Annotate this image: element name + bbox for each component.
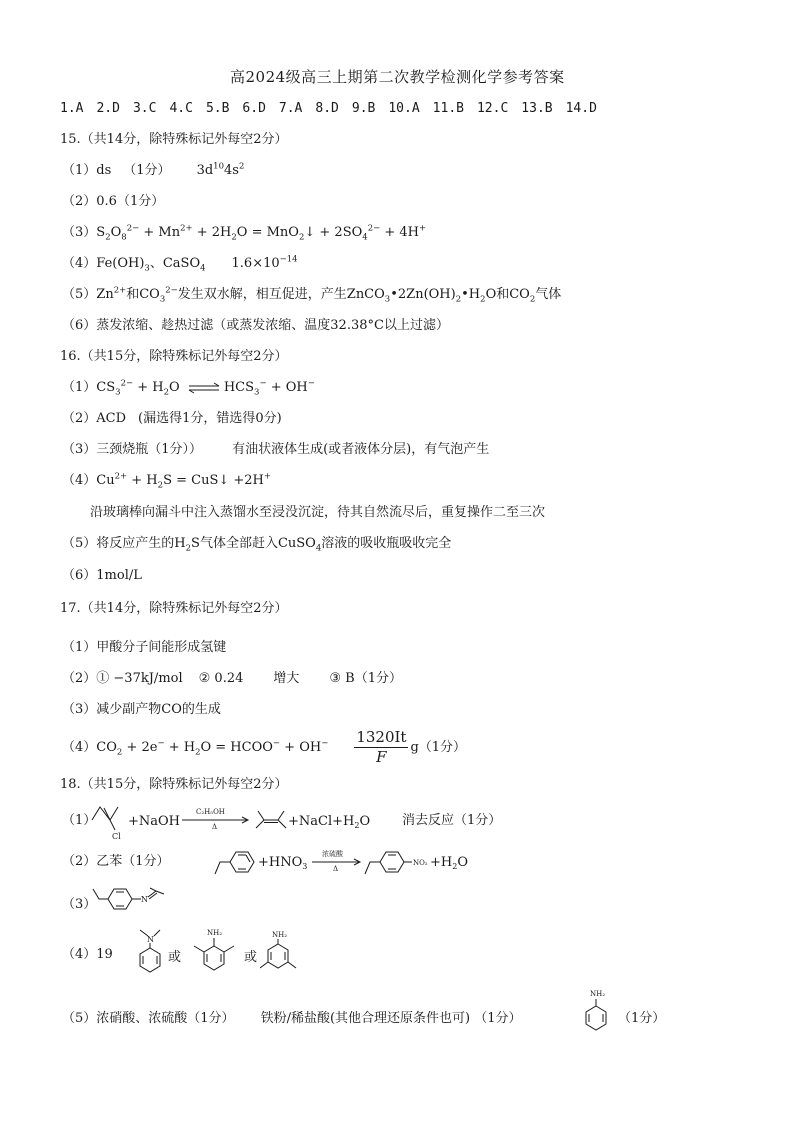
answer-text: 浓硝酸、浓硫酸（1分） bbox=[96, 1011, 235, 1026]
multiple-choice-answers bbox=[60, 100, 610, 118]
formula-part: CS bbox=[96, 380, 116, 395]
products-text: $+NaCl+H_2O$ bbox=[288, 814, 371, 830]
chloroalkane-structure-icon bbox=[92, 807, 121, 841]
subscript: 2 bbox=[231, 232, 237, 243]
formula-part: + 2e bbox=[122, 740, 158, 755]
q18-5-score: （1分） bbox=[618, 1011, 666, 1026]
formula-part: S = CuS↓ +2H bbox=[163, 473, 264, 488]
item-number: （4） bbox=[62, 473, 97, 488]
condition-bottom: Δ bbox=[212, 823, 218, 831]
nitroethylbenzene-structure-icon bbox=[365, 852, 428, 874]
amino-label: NH₂ bbox=[207, 929, 223, 937]
q17-header: 17.（共14分，除特殊标记外每空2分） bbox=[60, 601, 288, 616]
amino-label: NH₂ bbox=[272, 931, 288, 939]
formula-part: + OH bbox=[266, 380, 308, 395]
subscript: 4 bbox=[200, 263, 206, 274]
mc-answer: 2.D bbox=[96, 101, 120, 116]
answer-text: 铁粉/稀盐酸(其他合理还原条件也可) （1分） bbox=[260, 1011, 522, 1026]
item-number: （6） bbox=[62, 568, 97, 583]
formula-part: O = HCOO bbox=[200, 740, 273, 755]
formula-part: O bbox=[110, 225, 122, 240]
q18-answer-3-number: （3） bbox=[62, 897, 97, 912]
q15-answer-3 bbox=[62, 224, 426, 242]
q18-answer-4-number bbox=[62, 946, 113, 964]
ethylbenzene-structure-icon bbox=[215, 852, 254, 874]
formula-part: 将反应产生的H bbox=[96, 536, 186, 551]
formula-part: 和CO bbox=[126, 287, 160, 302]
answer-text: 有油状液体生成(或者液体分层)，有气泡产生 bbox=[232, 442, 490, 457]
q16-answer-5 bbox=[62, 535, 451, 553]
mc-answer: 6.D bbox=[242, 101, 266, 116]
mc-answer: 13.B bbox=[521, 101, 553, 116]
q18-1-reaction-type: 消去反应（1分） bbox=[402, 813, 502, 828]
fraction-numerator: 1320It bbox=[356, 728, 407, 746]
q15-answer-4 bbox=[62, 255, 298, 273]
formula-part: 气体 bbox=[535, 287, 562, 302]
score-note: （1分） bbox=[123, 163, 171, 178]
or-text: 或 bbox=[168, 950, 182, 965]
answer-text: 三颈烧瓶（1分）） bbox=[96, 442, 203, 457]
score-note: (漏选得1分，错选得0分) bbox=[138, 411, 282, 426]
q15-answer-2 bbox=[62, 193, 164, 211]
superscript: 2+ bbox=[180, 223, 193, 234]
formula-part: + H bbox=[127, 473, 158, 488]
formula-part: 、CaSO bbox=[149, 256, 201, 271]
formula-part: + OH bbox=[280, 740, 322, 755]
formula-part: + H bbox=[133, 380, 164, 395]
mc-answer: 7.A bbox=[278, 101, 303, 116]
subscript: 3 bbox=[384, 294, 391, 305]
item-number: （5） bbox=[62, 287, 97, 302]
product-water: $+H_2O$ bbox=[430, 855, 468, 871]
formula-part: •2Zn(OH) bbox=[390, 287, 456, 302]
formula-part: ↓ + 2SO bbox=[304, 225, 363, 240]
item-number: （1） bbox=[62, 380, 97, 395]
formula-part: O = MnO bbox=[236, 225, 299, 240]
dimethylaniline-ortho-structure-icon bbox=[194, 929, 234, 970]
subscript: 2 bbox=[163, 387, 170, 398]
answer-text: 增大 bbox=[273, 671, 300, 686]
superscript: 2− bbox=[126, 223, 140, 234]
superscript: 2− bbox=[165, 285, 178, 296]
page-title: 高2024级高三上期第二次教学检测化学参考答案 bbox=[230, 68, 565, 86]
answer-text: ① −37kJ/mol bbox=[96, 671, 183, 686]
subscript: 2 bbox=[116, 747, 123, 758]
q17-answer-3 bbox=[62, 701, 221, 719]
formula-part: Cu bbox=[96, 473, 115, 488]
subscript: 3 bbox=[254, 387, 260, 398]
q18-2-reaction-scheme bbox=[212, 840, 512, 880]
answer-text: 3d bbox=[196, 163, 214, 178]
superscript: + bbox=[263, 471, 272, 482]
superscript: 2− bbox=[367, 223, 381, 234]
answer-text: ③ B（1分） bbox=[329, 671, 403, 686]
mc-answer: 11.B bbox=[432, 101, 464, 116]
answer-text: 1mol/L bbox=[96, 568, 142, 583]
formula-part: Zn bbox=[96, 287, 114, 302]
item-number: （4） bbox=[62, 947, 97, 962]
q17-answer-1 bbox=[62, 639, 226, 657]
q15-answer-6 bbox=[62, 317, 449, 335]
subscript: 2 bbox=[455, 294, 462, 305]
q16-header: 16.（共15分，除特殊标记外每空2分） bbox=[60, 349, 288, 364]
amino-label: NH₂ bbox=[590, 990, 606, 998]
item-number: （2） bbox=[62, 194, 97, 209]
reagent-naoh: +NaOH bbox=[128, 814, 181, 829]
subscript: 4 bbox=[315, 543, 322, 554]
formula-part: CO bbox=[96, 740, 117, 755]
reaction-arrow-icon bbox=[312, 849, 360, 873]
nitrogen-label: N bbox=[147, 935, 154, 944]
item-number: （2） bbox=[62, 854, 97, 869]
formula-part: 1.6×10 bbox=[231, 256, 280, 271]
imine-structure-icon bbox=[90, 885, 180, 925]
mc-answer: 1.A bbox=[60, 101, 84, 116]
formula-part: 溶液的吸收瓶吸收完全 bbox=[321, 536, 452, 551]
reaction-arrow-icon bbox=[182, 808, 248, 831]
q17-answer-2 bbox=[62, 670, 402, 688]
item-number: （2） bbox=[62, 411, 97, 426]
subscript: 2 bbox=[185, 543, 192, 554]
nitro-label: NO₂ bbox=[413, 859, 428, 867]
superscript: 2+ bbox=[113, 285, 127, 296]
answer-text: 减少副产物CO的生成 bbox=[96, 702, 221, 717]
superscript: − bbox=[259, 378, 267, 389]
or-text: 或 bbox=[244, 950, 258, 965]
fraction bbox=[354, 728, 408, 767]
aniline-structure-icon bbox=[576, 988, 616, 1038]
answer-text: 19 bbox=[96, 947, 113, 962]
condition-bottom: Δ bbox=[333, 865, 339, 873]
subscript: 2 bbox=[105, 232, 111, 243]
item-number: （5） bbox=[62, 1011, 97, 1026]
item-number: （6） bbox=[62, 318, 97, 333]
subscript: 2 bbox=[480, 294, 486, 305]
condition-top: 浓硫酸 bbox=[322, 850, 343, 858]
subscript: 2 bbox=[298, 232, 305, 243]
q17-answer-4 bbox=[62, 728, 466, 768]
mc-answer: 4.C bbox=[169, 101, 193, 116]
q16-answer-2 bbox=[62, 410, 282, 428]
answer-text: ACD bbox=[96, 411, 127, 426]
formula-part: Fe(OH) bbox=[96, 256, 145, 271]
superscript: − bbox=[157, 738, 165, 749]
chlorine-label: Cl bbox=[112, 832, 121, 841]
q18-answer-1-number: （1） bbox=[62, 813, 97, 828]
formula-part: HCS bbox=[223, 380, 255, 395]
subscript: 3 bbox=[144, 263, 150, 274]
fraction-denominator: F bbox=[376, 748, 387, 766]
item-number: （5） bbox=[62, 536, 97, 551]
item-number: （4） bbox=[62, 740, 97, 755]
answer-text: ds bbox=[96, 163, 112, 178]
equilibrium-arrow-icon bbox=[188, 381, 220, 395]
superscript: 2− bbox=[120, 378, 134, 389]
subscript: 3 bbox=[159, 294, 166, 305]
q15-answer-5 bbox=[62, 286, 561, 304]
formula-part: S气体全部赶入CuSO bbox=[191, 536, 316, 551]
item-number: （1） bbox=[62, 163, 97, 178]
superscript: 10 bbox=[213, 161, 224, 172]
score-note: （1分） bbox=[418, 740, 467, 755]
formula-part: + H bbox=[164, 740, 196, 755]
answer-text: 蒸发浓缩、趁热过滤（或蒸发浓缩、温度32.38°C以上过滤） bbox=[96, 318, 449, 333]
subscript: 3 bbox=[115, 387, 121, 398]
superscript: −14 bbox=[279, 254, 298, 265]
formula-part: + 2H bbox=[192, 225, 232, 240]
q18-answer-5 bbox=[62, 1010, 522, 1028]
nitrogen-label: N bbox=[141, 895, 148, 904]
q16-answer-1 bbox=[62, 379, 315, 397]
mc-answer: 10.A bbox=[388, 101, 420, 116]
q16-answer-4-washing: 沿玻璃棒向漏斗中注入蒸馏水至浸没沉淀，待其自然流尽后，重复操作二至三次 bbox=[90, 505, 546, 520]
formula-part: + 4H bbox=[380, 225, 419, 240]
mc-answer: 12.C bbox=[476, 101, 509, 116]
answer-text: 乙苯（1分） bbox=[96, 854, 170, 869]
superscript: − bbox=[307, 378, 315, 389]
answer-text: 4s bbox=[223, 163, 239, 178]
condition-top: C₂H₅OH bbox=[196, 808, 225, 816]
mc-answer: 3.C bbox=[132, 101, 157, 116]
q18-4-isomer-structures bbox=[138, 928, 328, 978]
subscript: 2 bbox=[195, 747, 201, 758]
subscript: 8 bbox=[121, 232, 127, 243]
q18-header: 18.（共15分，除特殊标记外每空2分） bbox=[60, 777, 288, 792]
mc-answer: 5.B bbox=[205, 101, 230, 116]
dimethylaniline-structure-icon bbox=[140, 930, 160, 972]
item-number: （1） bbox=[62, 640, 97, 655]
formula-part: O bbox=[169, 380, 180, 395]
mc-answer: 9.B bbox=[351, 101, 376, 116]
q18-1-reaction-scheme bbox=[90, 800, 390, 840]
formula-part: O和CO bbox=[485, 287, 530, 302]
formula-part: •H bbox=[461, 287, 481, 302]
item-number: （3） bbox=[62, 702, 97, 717]
superscript: 2 bbox=[238, 161, 245, 172]
q16-answer-3 bbox=[62, 441, 489, 459]
formula-part: S bbox=[96, 225, 106, 240]
answer-text: 0.6（1分） bbox=[96, 194, 165, 209]
mc-answer: 14.D bbox=[565, 101, 597, 116]
q18-answer-2-number bbox=[62, 853, 170, 871]
subscript: 2 bbox=[529, 294, 536, 305]
reagent-hno3: $+HNO_3$ bbox=[258, 855, 308, 871]
q15-header: 15.（共14分，除特殊标记外每空2分） bbox=[60, 132, 288, 147]
dimethylaniline-meta-structure-icon bbox=[260, 931, 296, 968]
item-number: （2） bbox=[62, 671, 97, 686]
unit: g bbox=[410, 740, 419, 755]
formula-part: + Mn bbox=[139, 225, 181, 240]
subscript: 2 bbox=[157, 480, 164, 491]
answer-text: ② 0.24 bbox=[198, 671, 244, 686]
superscript: − bbox=[321, 738, 329, 749]
superscript: 2+ bbox=[114, 471, 128, 482]
q16-answer-6 bbox=[62, 567, 142, 585]
q15-answer-1 bbox=[62, 162, 244, 180]
subscript: 4 bbox=[362, 232, 368, 243]
item-number: （4） bbox=[62, 256, 97, 271]
superscript: − bbox=[272, 738, 281, 749]
formula-part: 发生双水解，相互促进，产生ZnCO bbox=[177, 287, 385, 302]
item-number: （3） bbox=[62, 225, 97, 240]
mc-answer: 8.D bbox=[315, 101, 339, 116]
superscript: + bbox=[418, 223, 427, 234]
q16-answer-4 bbox=[62, 472, 271, 490]
answer-text: 甲酸分子间能形成氢键 bbox=[96, 640, 227, 655]
item-number: （3） bbox=[62, 442, 97, 457]
alkene-structure-icon bbox=[256, 811, 286, 828]
